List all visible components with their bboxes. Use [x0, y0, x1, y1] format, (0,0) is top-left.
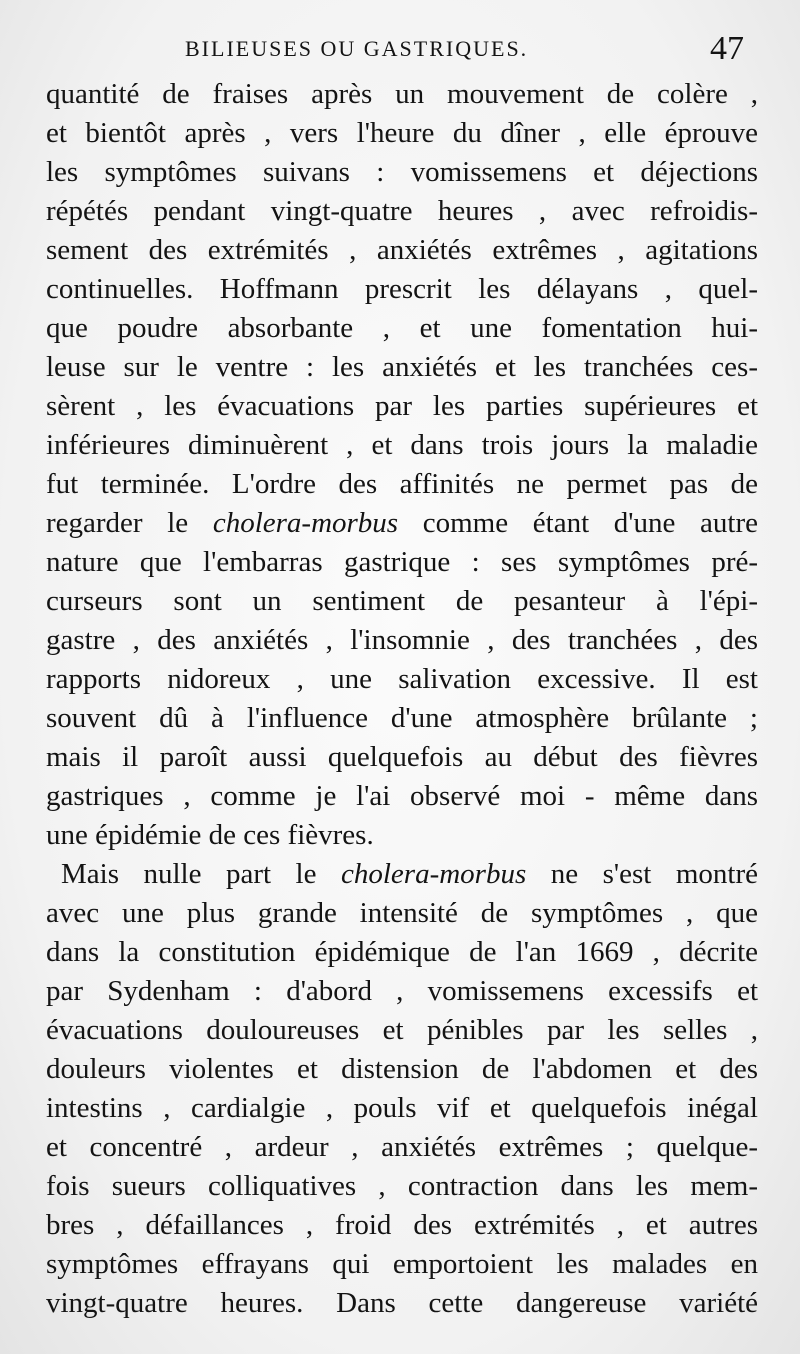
text-segment: Mais nulle part le	[61, 858, 341, 890]
running-head	[0, 30, 800, 70]
page-number: 47	[710, 30, 744, 67]
text-line: bres , défaillances , froid des extrémités , et autres	[46, 1209, 758, 1241]
paragraph-end-line: une épidémie de ces fièvres.	[46, 819, 374, 851]
text-line: avec une plus grande intensité de symptômes , que	[46, 897, 758, 929]
text-line: fois sueurs colliquatives , contraction dans les mem-	[46, 1170, 758, 1202]
text-line: évacuations douloureuses et pénibles par les selles ,	[46, 1014, 758, 1046]
text-line: fut terminée. L'ordre des affinités ne permet pas de	[46, 468, 758, 500]
text-line: gastriques , comme je l'ai observé moi - même dans	[46, 780, 758, 812]
body-text	[46, 75, 758, 1323]
text-segment: regarder le	[46, 507, 213, 539]
text-segment: ne s'est montré	[526, 858, 758, 890]
text-line: répétés pendant vingt-quatre heures , avec refroidis-	[46, 195, 758, 227]
text-line: et bientôt après , vers l'heure du dîner , elle éprouve	[46, 117, 758, 149]
italic-term: cholera-morbus	[340, 858, 527, 890]
text-line: gastre , des anxiétés , l'insomnie , des tranchées , des	[46, 624, 758, 656]
italic-term: cholera-morbus	[212, 507, 399, 539]
paragraph-start-line	[46, 855, 758, 894]
text-line: sèrent , les évacuations par les parties supérieures et	[46, 390, 758, 422]
text-line: mais il paroît aussi quelquefois au début des fièvres	[46, 741, 758, 773]
text-line: quantité de fraises après un mouvement de colère ,	[46, 78, 758, 110]
text-line: souvent dû à l'influence d'une atmosphère brûlante ;	[46, 702, 758, 734]
running-title: BILIEUSES OU GASTRIQUES.	[185, 36, 529, 61]
text-line: continuelles. Hoffmann prescrit les délayans , quel-	[46, 273, 758, 305]
text-line: par Sydenham : d'abord , vomissemens excessifs et	[46, 975, 758, 1007]
text-line: les symptômes suivans : vomissemens et déjections	[46, 156, 758, 188]
text-line: symptômes effrayans qui emportoient les malades en	[46, 1248, 758, 1280]
text-line: nature que l'embarras gastrique : ses symptômes pré-	[46, 546, 758, 578]
text-line: sement des extrémités , anxiétés extrêmes , agitations	[46, 234, 758, 266]
text-line: curseurs sont un sentiment de pesanteur à l'épi-	[46, 585, 758, 617]
text-line: intestins , cardialgie , pouls vif et quelquefois inégal	[46, 1092, 758, 1124]
text-line: inférieures diminuèrent , et dans trois jours la maladie	[46, 429, 758, 461]
text-line: vingt-quatre heures. Dans cette dangereuse variété	[46, 1287, 758, 1319]
text-line: dans la constitution épidémique de l'an 1669 , décrite	[46, 936, 758, 968]
text-line	[46, 504, 758, 543]
text-line: rapports nidoreux , une salivation excessive. Il est	[46, 663, 758, 695]
text-line: leuse sur le ventre : les anxiétés et les tranchées ces-	[46, 351, 758, 383]
text-line: que poudre absorbante , et une fomentation hui-	[46, 312, 758, 344]
text-segment: comme étant d'une autre	[398, 507, 758, 539]
text-line: douleurs violentes et distension de l'abdomen et des	[46, 1053, 758, 1085]
text-line: et concentré , ardeur , anxiétés extrêmes ; quelque-	[46, 1131, 758, 1163]
